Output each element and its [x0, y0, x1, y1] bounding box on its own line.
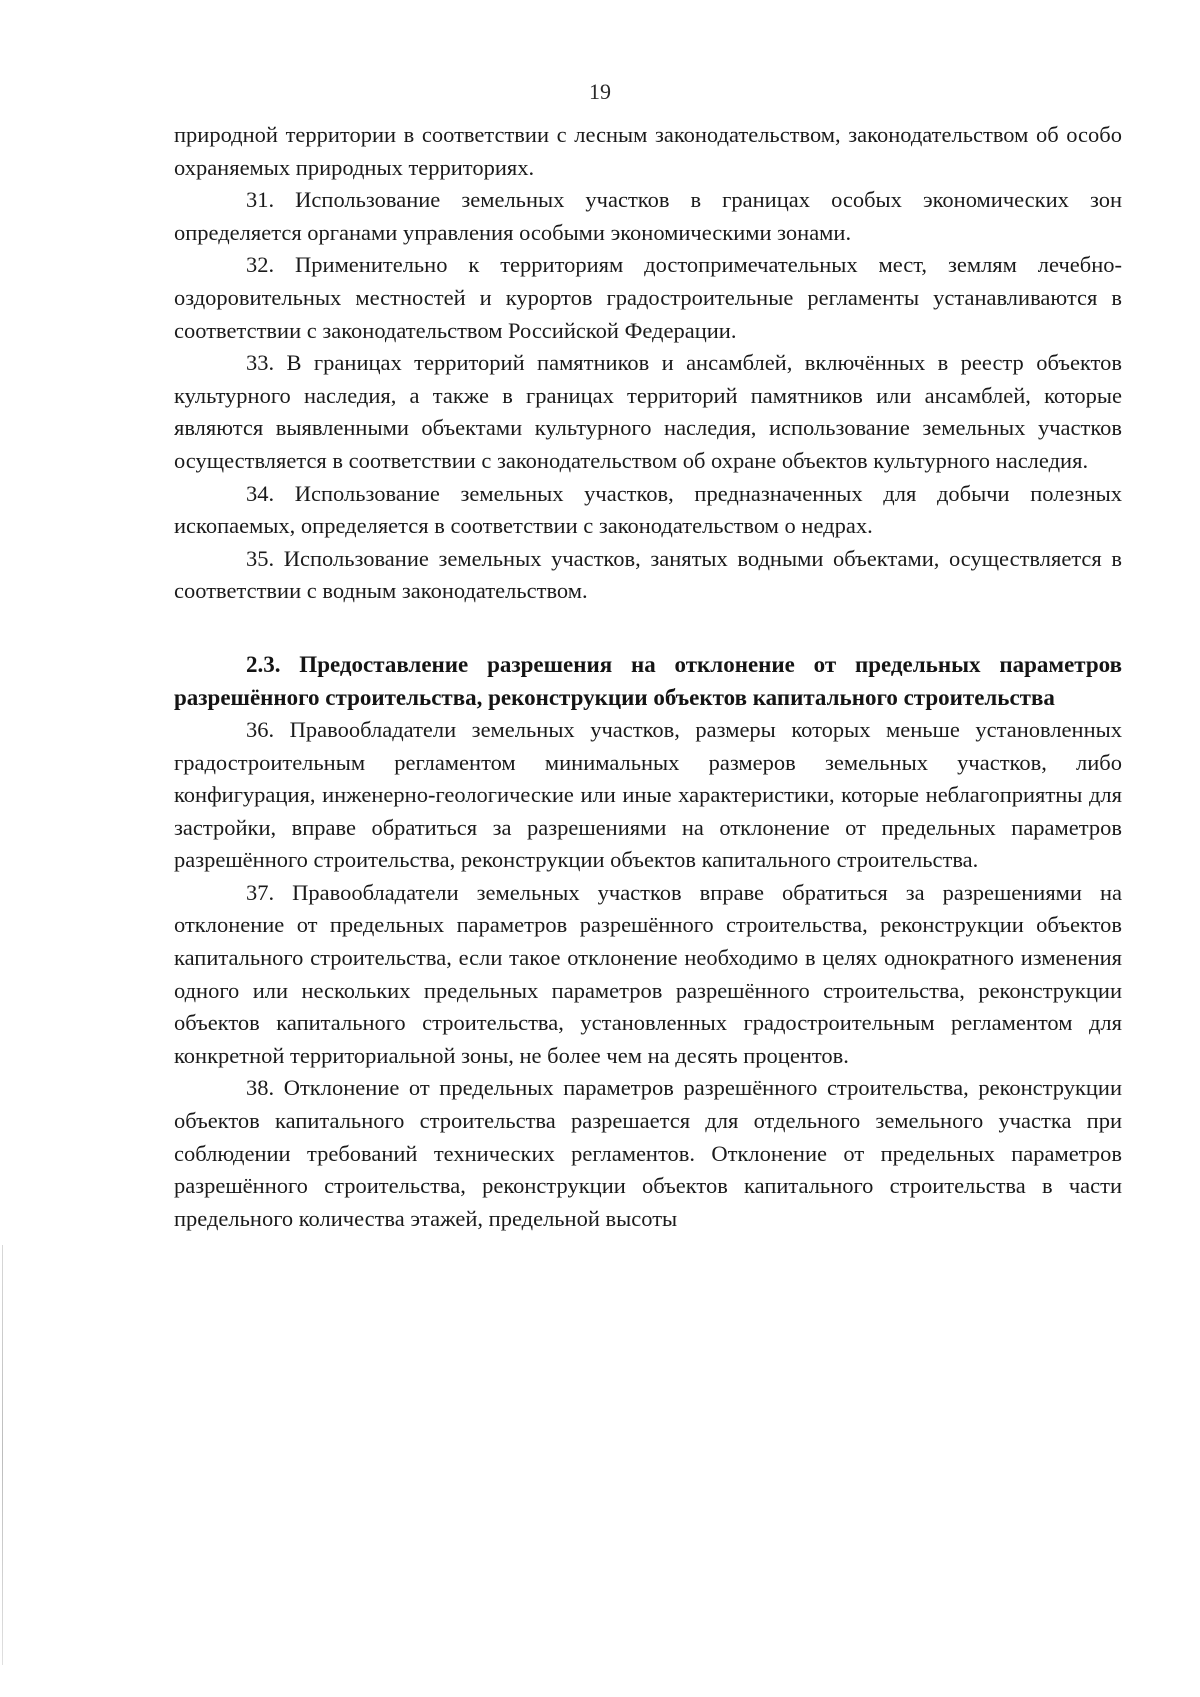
paragraph-36: 36. Правообладатели земельных участков, размеры которых меньше установленных градостроительным регламентом минимальных размеров земельных участков, либо конфигурация, инженерно-геологические или иные характеристики, которые неблагоприятны для застройки, вправе обратиться за разрешениями на отклонение от предельных параметров разрешённого строительства, реконструкции объектов капитального строительства.: [174, 716, 1122, 873]
paragraph-32: 32. Применительно к территориям достопримечательных мест, землям лечебно-оздоровительных местностей и курортов градостроительные регламенты устанавливаются в соответствии с законодательством Российской Федерации.: [174, 252, 1122, 343]
paragraph-38: 38. Отклонение от предельных параметров разрешённого строительства, реконструкции объектов капитального строительства разрешается для отдельного земельного участка при соблюдении требований технических регламентов. Отклонение от предельных параметров разрешённого строительства, реконструкции объектов капитального строительства в части предельного количества этажей, предельной высоты: [174, 1075, 1122, 1231]
document-body: [174, 119, 1122, 1235]
paragraph-34: 34. Использование земельных участков, предназначенных для добычи полезных ископаемых, определяется в соответствии с законодательством о недрах.: [174, 480, 1122, 539]
section-heading-2-3: 2.3. Предоставление разрешения на отклонение от предельных параметров разрешённого строительства, реконструкции объектов капитального строительства: [174, 651, 1122, 710]
page-number: 19: [589, 79, 611, 104]
paragraph-continuation: природной территории в соответствии с лесным законодательством, законодательством об особо охраняемых природных территориях.: [174, 122, 1122, 180]
scan-edge-line: [2, 1245, 3, 1665]
paragraph-31: 31. Использование земельных участков в границах особых экономических зон определяется органами управления особыми экономическими зонами.: [174, 187, 1122, 245]
paragraph-33: 33. В границах территорий памятников и ансамблей, включённых в реестр объектов культурного наследия, а также в границах территорий памятников или ансамблей, которые являются выявленными объектами культурного наследия, использование земельных участков осуществляется в соответствии с законодательством об охране объектов культурного наследия.: [174, 350, 1122, 473]
paragraph-35: 35. Использование земельных участков, занятых водными объектами, осуществляется в соответствии с водным законодательством.: [174, 545, 1122, 604]
paragraph-37: 37. Правообладатели земельных участков вправе обратиться за разрешениями на отклонение от предельных параметров разрешённого строительства, реконструкции объектов капитального строительства, если такое отклонение необходимо в целях однократного изменения одного или нескольких предельных параметров разрешённого строительства, реконструкции объектов капитального строительства, установленных градостроительным регламентом для конкретной территориальной зоны, не более чем на десять процентов.: [174, 879, 1122, 1068]
